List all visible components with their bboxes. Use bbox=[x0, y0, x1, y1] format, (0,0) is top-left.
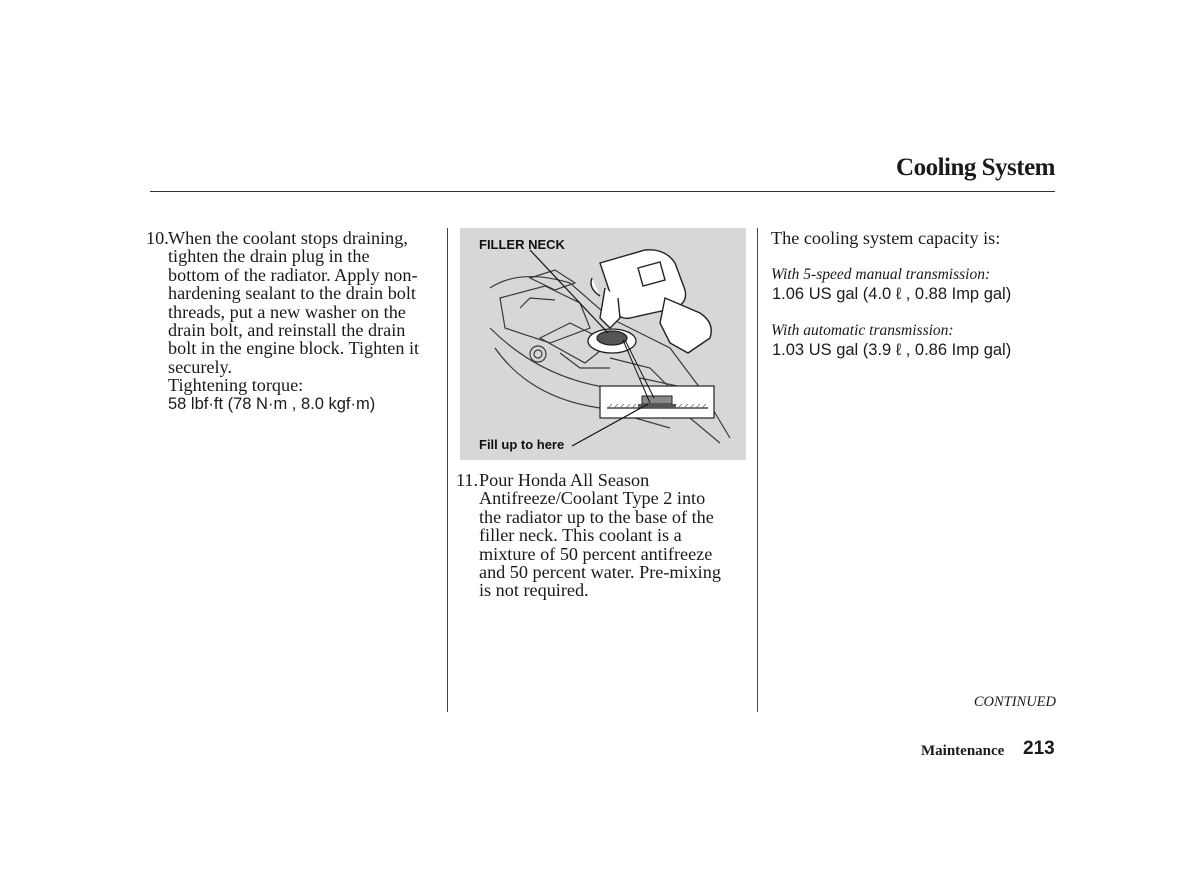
filler-neck-label: FILLER NECK bbox=[479, 237, 565, 252]
text-line: and 50 percent water. Pre-mixing bbox=[479, 562, 721, 583]
text-line: tighten the drain plug in the bbox=[168, 246, 370, 267]
text-line: Tightening torque: bbox=[168, 375, 304, 396]
torque-value: 58 lbf·ft (78 N·m , 8.0 kgf·m) bbox=[168, 394, 376, 413]
text-line: securely. bbox=[168, 356, 232, 377]
manual-capacity-value: 1.06 US gal (4.0 ℓ , 0.88 Imp gal) bbox=[772, 285, 1012, 303]
page-title: Cooling System bbox=[896, 154, 1055, 181]
fill-up-label: Fill up to here bbox=[479, 437, 565, 452]
filler-neck-illustration bbox=[460, 228, 746, 460]
step-number: 11. bbox=[456, 470, 479, 490]
step-number: 10. bbox=[146, 228, 169, 248]
manual-transmission-label: With 5-speed manual transmission: bbox=[771, 266, 991, 283]
text-line: mixture of 50 percent antifreeze bbox=[479, 543, 713, 564]
page-number: 213 bbox=[1023, 738, 1055, 759]
capacity-heading: The cooling system capacity is: bbox=[771, 228, 1001, 248]
section-name: Maintenance bbox=[921, 743, 1005, 759]
text-line: Antifreeze/Coolant Type 2 into bbox=[479, 488, 706, 509]
text-line: is not required. bbox=[479, 580, 589, 601]
text-line: Pour Honda All Season bbox=[479, 470, 650, 490]
automatic-capacity-value: 1.03 US gal (3.9 ℓ , 0.86 Imp gal) bbox=[772, 341, 1012, 359]
text-line: hardening sealant to the drain bolt bbox=[168, 283, 416, 304]
automatic-transmission-label: With automatic transmission: bbox=[771, 322, 954, 339]
text-line: bolt in the engine block. Tighten it bbox=[168, 338, 420, 359]
text-line: filler neck. This coolant is a bbox=[479, 525, 682, 546]
engine-illustration-icon bbox=[460, 228, 746, 460]
text-line: the radiator up to the base of the bbox=[479, 506, 714, 527]
text-line: threads, put a new washer on the bbox=[168, 301, 406, 322]
text-line: bottom of the radiator. Apply non- bbox=[168, 264, 418, 285]
text-line: When the coolant stops draining, bbox=[168, 228, 408, 248]
continued-label: CONTINUED bbox=[973, 694, 1056, 710]
step-text bbox=[479, 471, 744, 600]
column-divider-left bbox=[447, 228, 448, 712]
step-text bbox=[168, 229, 443, 413]
column-divider-right bbox=[757, 228, 758, 712]
title-rule bbox=[150, 191, 1055, 192]
text-line: drain bolt, and reinstall the drain bbox=[168, 320, 406, 341]
